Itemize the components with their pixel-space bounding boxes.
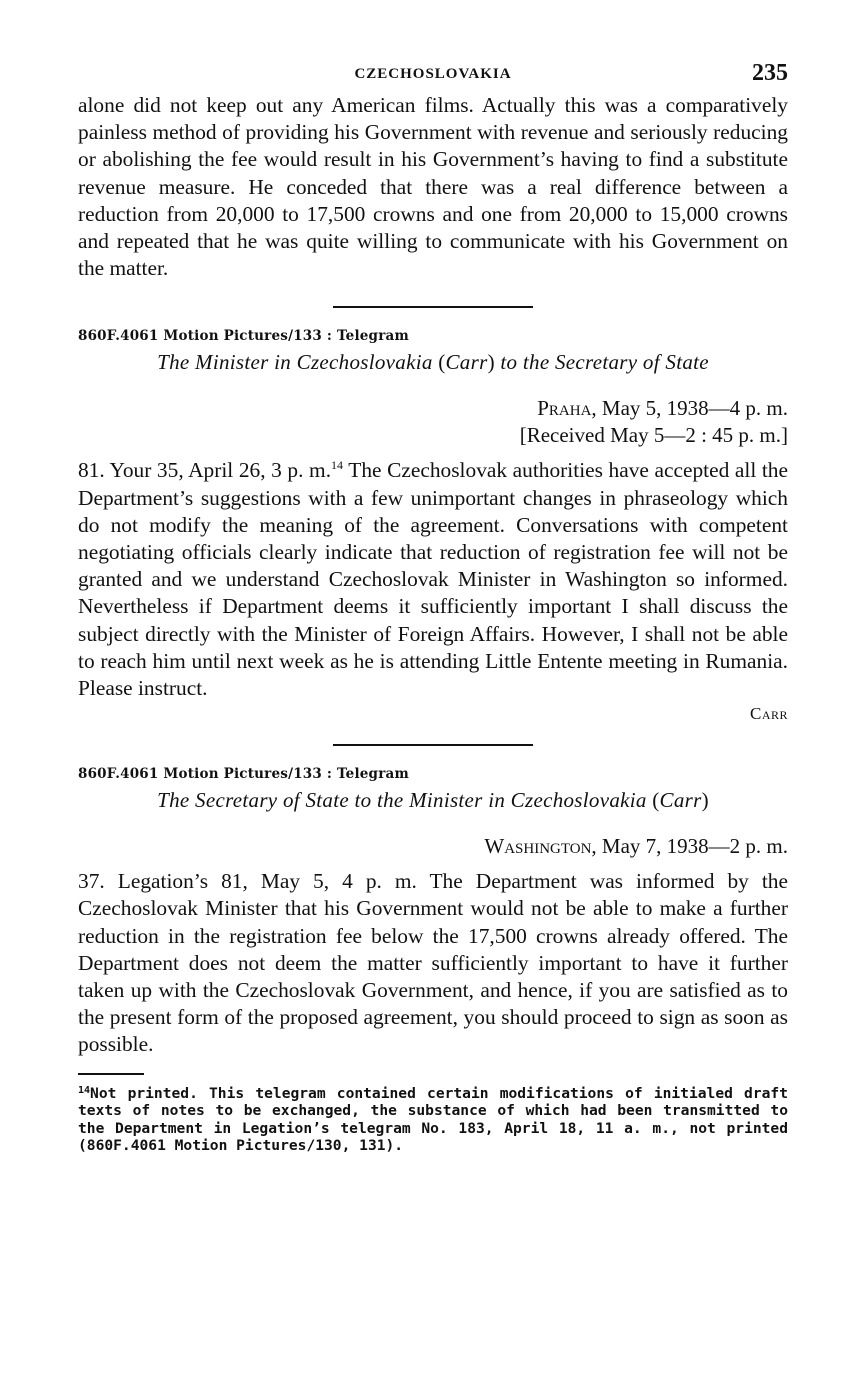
page-number: 235 (752, 60, 788, 86)
running-title: CZECHOSLOVAKIA (354, 66, 512, 82)
document-telegram-81 (78, 328, 788, 724)
heading-name: Carr (659, 788, 702, 813)
document-heading (78, 350, 788, 375)
body-rest: The Czechoslovak authorities have accepted all the Department’s suggestions with a few unimportant changes in phraseology which do not modify the meaning of the agreement. Conversations with competent negotiating officials clearly indicate that reduction of registration fee will not be granted and we understand Czechoslovak Minister in Washington so informed. Nevertheless if Department deems it sufficiently important I shall discuss the subject directly with the Minister of Foreign Affairs. However, I shall not be able to reach him until next week as he is attending Little Entente meeting in Rumania. Please instruct. (78, 458, 788, 701)
heading-text: The Secretary of State to the Minister in Czechoslovakia (157, 788, 653, 813)
dateline-place: Praha (537, 396, 592, 421)
footnote-marker: 14 (331, 458, 344, 473)
file-reference: 860F.4061 Motion Pictures/133 : Telegram (78, 328, 409, 345)
intro-paragraph: alone did not keep out any American films. Actually this was a comparatively painless method of providing his Government with revenue and seriously reducing or abolishing the fee would result in his Government’s having to find a substitute revenue measure. He conceded that there was a real difference between a reduction from 20,000 to 17,500 crowns and one from 20,000 to 15,000 crowns and repeated that he was quite willing to communicate with his Government on the matter. (78, 93, 788, 281)
body-start: 81. Your 35, April 26, 3 p. m. (78, 458, 332, 483)
footnote-number: 14 (78, 1084, 91, 1096)
dateline-date: , May 5, 1938—4 p. m. (591, 396, 788, 421)
footnote-divider (78, 1073, 144, 1075)
file-reference: 860F.4061 Motion Pictures/133 : Telegram (78, 766, 409, 783)
document-page (78, 58, 788, 1155)
received-line: [Received May 5—2 : 45 p. m.] (519, 423, 788, 448)
section-divider (333, 744, 533, 746)
dateline-place: Washington (484, 834, 592, 859)
heading-text-end: to the Secretary of State (494, 350, 709, 375)
signature: Carr (749, 704, 788, 724)
heading-paren: ( (438, 350, 446, 375)
dateline-date: , May 7, 1938—2 p. m. (591, 834, 788, 859)
telegram-body (78, 457, 788, 702)
document-telegram-37 (78, 766, 788, 1058)
heading-paren: ( (652, 788, 660, 813)
footnote-text: Not printed. This telegram contained certain modifications of initialed draft texts of notes to be exchanged, the substance of which had been transmitted to the Department in Legation’s telegram No. 183, April 18, 11 a. m., not printed (860F.4061 Motion Pictures/130, 131). (78, 1084, 788, 1155)
dateline (78, 395, 788, 422)
dateline (78, 833, 788, 860)
heading-paren-close: ) (487, 350, 495, 375)
footnote (78, 1085, 788, 1155)
document-heading (78, 788, 788, 813)
heading-name: Carr (445, 350, 488, 375)
telegram-body: 37. Legation’s 81, May 5, 4 p. m. The Department was informed by the Czechoslovak Minister that his Government would not be able to make a further reduction in the registration fee below the 17,500 crowns already offered. The Department does not deem the matter sufficiently important to have it further taken up with the Czechoslovak Government, and hence, if you are satisfied as to the present form of the proposed agreement, you should proceed to sign as soon as possible. (78, 869, 788, 1057)
section-divider (333, 306, 533, 308)
running-header (78, 58, 788, 92)
heading-text: The Minister in Czechoslovakia (157, 350, 439, 375)
heading-paren-close: ) (701, 788, 709, 813)
